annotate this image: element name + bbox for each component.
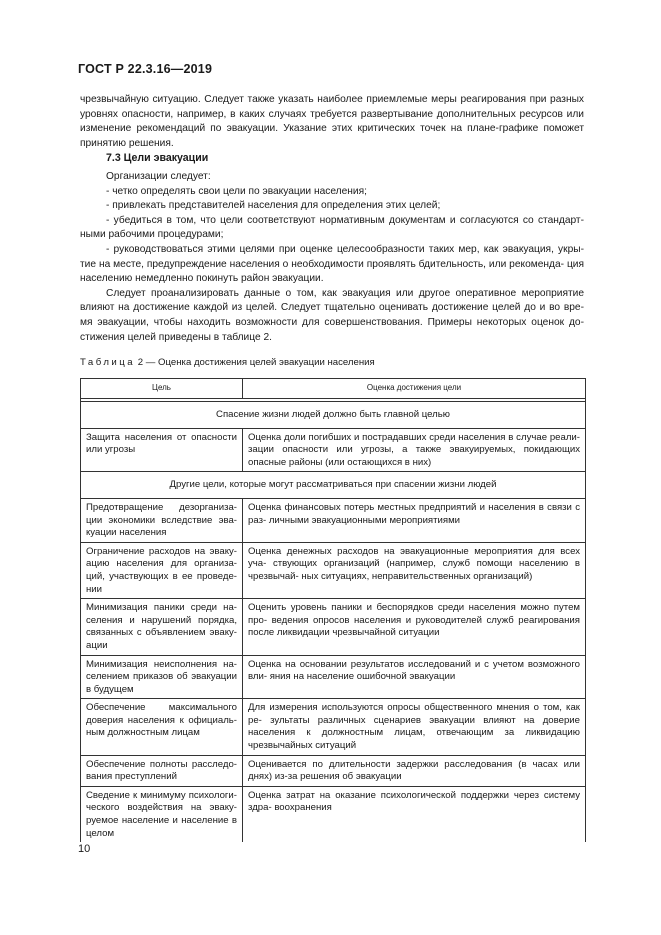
table-span-row — [81, 472, 586, 499]
caption-title: 2 — Оценка достижения целей эвакуации населения — [135, 357, 375, 368]
assessment-cell: Оценивается по длительности задержки расследования (в часах или днях) из-за решения об эвакуации — [243, 755, 586, 786]
list-item: - убедиться в том, что цели соответствуют нормативным документам и согласуются со стандарт- ными рабочими процедурами; — [80, 214, 584, 241]
assessment-cell: Оценить уровень паники и беспорядков среди населения можно путем про- ведения опросов населения и руководителей служб реагирования после ликвидации чрезвычайной ситуации — [243, 599, 586, 655]
table-row — [81, 428, 586, 472]
table-caption — [80, 357, 375, 368]
goal-cell: Предотвращение дезорганиза- ции экономики вследствие эва- куации населения — [81, 498, 243, 542]
goal-cell: Защита населения от опасности или угрозы — [81, 428, 243, 472]
assessment-cell: Оценка доли погибших и пострадавших среди населения в случае реали- зации опасности или угрозы, а также эвакуируемых, покидающих опасные районы (или остающихся в них) — [243, 428, 586, 472]
goal-cell: Обеспечение полноты расследо- вания преступлений — [81, 755, 243, 786]
table-row — [81, 755, 586, 786]
document-id: ГОСТ Р 22.3.16—2019 — [78, 62, 213, 76]
page-number: 10 — [78, 843, 91, 855]
assessment-cell: Оценка денежных расходов на эвакуационные мероприятия для всех уча- ствующих организаций (например, служб помощи населению в чрезвычай- ных ситуациях, неправительственных организаций) — [243, 542, 586, 598]
section-title: 7.3 Цели эвакуации — [106, 152, 209, 164]
assessment-cell: Оценка финансовых потерь местных предприятий и населения в связи с раз- личными эвакуационными мероприятиями — [243, 498, 586, 542]
table-row — [81, 498, 586, 542]
table-header-row — [81, 379, 586, 399]
section-closing: Следует проанализировать данные о том, как эвакуация или другое оперативное мероприятие влияют на достижение каждой из целей. Следует тщательно оценивать достижение целей до и во вре- мя эвакуации, чтобы находить возможности для совершенствования. Примеры некоторых оценок до- стижения целей приведены в таблице 2. — [80, 287, 584, 343]
goal-cell: Обеспечение максимального доверия населения к официаль- ным должностным лицам — [81, 699, 243, 755]
header-assessment: Оценка достижения цели — [243, 379, 586, 399]
assessment-cell: Для измерения используются опросы общественного мнения о том, как ре- зультаты различных сценариев эвакуации влияют на доверие населения к должностным лицам, отвечающим за ликвидацию чрезвычайных ситуаций — [243, 699, 586, 755]
list-item: - руководствоваться этими целями при оценке целесообразности таких мер, как эвакуация, укры- тие на месте, предупреждение населения о необходимости проявлять бдительность, или рекоменда- ция населению немедленно покинуть район эвакуации. — [80, 243, 584, 285]
intro-paragraph — [80, 93, 584, 151]
table-row — [81, 699, 586, 755]
section-lead: Организации следует: — [106, 171, 211, 182]
section-body — [80, 170, 584, 345]
evacuation-goals-table — [80, 378, 586, 842]
intro-text: чрезвычайную ситуацию. Следует также указать наиболее приемлемые меры реагирования при разных уровнях опасности, например, в каких случаях требуется развертывание дополнительных ресурсов или изменение рекомендаций по эвакуации. Указание этих критических точек на плане-графике поможет принятию решения. — [80, 94, 584, 149]
list-item: - четко определять свои цели по эвакуации населения; — [106, 185, 367, 197]
list-item: - привлекать представителей населения для определения этих целей; — [106, 200, 441, 212]
goal-cell: Минимизация неисполнения на- селением приказов об эвакуации в будущем — [81, 655, 243, 699]
table-row — [81, 542, 586, 598]
table-row — [81, 599, 586, 655]
span-main: Спасение жизни людей должно быть главной целью — [81, 402, 586, 429]
header-goal: Цель — [81, 379, 243, 399]
table-row — [81, 786, 586, 842]
table-row — [81, 655, 586, 699]
assessment-cell: Оценка на основании результатов исследований и с учетом возможного вли- яния на население ошибочной эвакуации — [243, 655, 586, 699]
table-span-row — [81, 402, 586, 429]
goal-cell: Ограничение расходов на эваку- ацию населения для организа- ций, участвующих в ее проведе- нии — [81, 542, 243, 598]
goal-cell: Минимизация паники среди на- селения и нарушений порядка, связанных с объявлением эваку- ации — [81, 599, 243, 655]
goal-cell: Сведение к минимуму психологи- ческого воздействия на эваку- руемое население и население в целом — [81, 786, 243, 842]
caption-label: Таблица — [80, 357, 136, 368]
assessment-cell: Оценка затрат на оказание психологической поддержки через систему здра- воохранения — [243, 786, 586, 842]
span-other: Другие цели, которые могут рассматриваться при спасении жизни людей — [81, 472, 586, 499]
